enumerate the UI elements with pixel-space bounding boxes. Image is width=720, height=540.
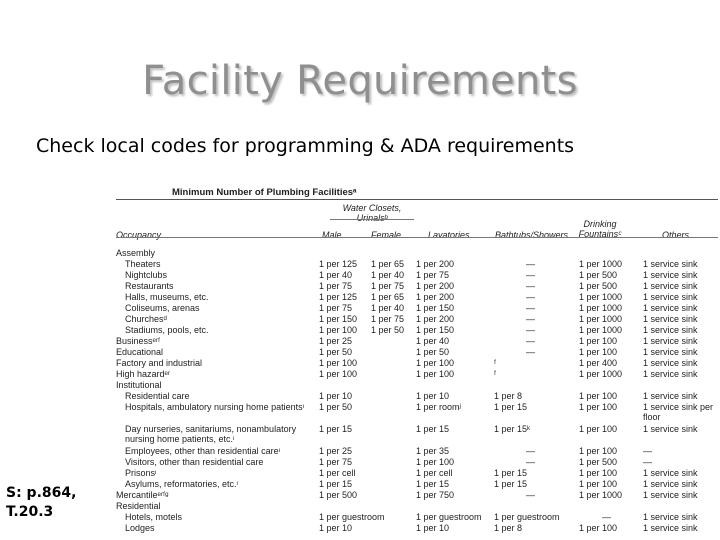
cell-bath: —	[526, 259, 535, 269]
cell-occupancy: Residential	[116, 501, 161, 511]
header-water-closets: Water Closets, Urinalsᵇ	[342, 203, 402, 223]
cell-occupancy: Lodges	[125, 523, 155, 533]
cell-drink: 1 per 500	[579, 281, 618, 291]
cell-male: 1 per 75	[319, 281, 353, 291]
header-occupancy: Occupancy	[116, 230, 162, 240]
cell-drink: 1 per 1000	[579, 303, 623, 313]
cell-others: 1 service sink	[643, 391, 698, 401]
cell-bath: —	[526, 446, 535, 456]
cell-male: 1 per 25	[319, 446, 353, 456]
cell-lav: 1 per 15	[416, 479, 450, 489]
cell-occupancy: Halls, museums, etc.	[125, 292, 209, 302]
cell-others: 1 service sink	[643, 314, 698, 324]
cell-lav: 1 per cell	[416, 468, 453, 478]
cell-lav: 1 per 750	[416, 490, 455, 500]
cell-drink: 1 per 100	[579, 347, 618, 357]
cell-male: 1 per 40	[319, 270, 353, 280]
cell-drink: 1 per 500	[579, 270, 618, 280]
cell-bath: —	[526, 490, 535, 500]
cell-others: 1 service sink	[643, 358, 698, 368]
cell-male: 1 per 100	[319, 369, 358, 379]
header-bottom-rule	[116, 237, 718, 238]
cell-male: 1 per 150	[319, 314, 358, 324]
cell-lav: 1 per guestroom	[416, 512, 482, 522]
cell-others: 1 service sink	[643, 424, 698, 434]
slide-subtitle: Check local codes for programming & ADA requirements	[36, 135, 575, 157]
cell-others: 1 service sink	[643, 270, 698, 280]
cell-female: 1 per 75	[371, 281, 405, 291]
cell-drink: 1 per 400	[579, 358, 618, 368]
cell-drink: 1 per 1000	[579, 325, 623, 335]
cell-others: 1 service sink	[643, 325, 698, 335]
cell-male: 1 per 50	[319, 347, 353, 357]
cell-bath: 1 per 15	[494, 468, 528, 478]
cell-occupancy: Hotels, motels	[125, 512, 183, 522]
cell-male: 1 per 125	[319, 259, 358, 269]
cell-bath: —	[526, 347, 535, 357]
cell-bath: 1 per 15	[494, 479, 528, 489]
cell-drink: 1 per 100	[579, 391, 618, 401]
table-row	[112, 259, 720, 270]
cell-drink: 1 per 1000	[579, 292, 623, 302]
cell-occupancy: Educational	[116, 347, 164, 357]
cell-lav: 1 per 200	[416, 314, 455, 324]
cell-lav: 1 per 35	[416, 446, 450, 456]
table-row	[112, 347, 720, 358]
cell-others: —	[643, 457, 652, 467]
cell-lav: 1 per 200	[416, 292, 455, 302]
table-top-rule	[116, 199, 718, 200]
header-male: Male	[322, 230, 342, 240]
cell-bath: 1 per 15	[494, 402, 528, 412]
cell-occupancy: Mercantileᵉʳᶠᵍ	[116, 490, 169, 500]
table-row	[112, 424, 720, 444]
cell-male: 1 per 100	[319, 358, 358, 368]
cell-bath: —	[526, 303, 535, 313]
cell-others: 1 service sink per floor	[643, 402, 714, 422]
cell-lav: 1 per 10	[416, 391, 450, 401]
table-row	[112, 479, 720, 490]
cell-occupancy: Nightclubs	[125, 270, 168, 280]
cell-drink: 1 per 100	[579, 479, 618, 489]
cell-bath: ᶠ	[494, 358, 497, 368]
cell-male: 1 per cell	[319, 468, 356, 478]
cell-occupancy: Stadiums, pools, etc.	[125, 325, 209, 335]
cell-others: 1 service sink	[643, 336, 698, 346]
cell-lav: 1 per 75	[416, 270, 450, 280]
cell-bath: —	[526, 292, 535, 302]
cell-drink: 1 per 100	[579, 446, 618, 456]
cell-female: 1 per 40	[371, 270, 405, 280]
cell-lav: 1 per 100	[416, 358, 455, 368]
cell-male: 1 per 15	[319, 479, 353, 489]
table-row	[112, 369, 720, 380]
cell-lav: 1 per 200	[416, 281, 455, 291]
cell-drink: 1 per 100	[579, 468, 618, 478]
cell-occupancy: Factory and industrial	[116, 358, 203, 368]
cell-others: 1 service sink	[643, 490, 698, 500]
cell-occupancy: Institutional	[116, 380, 162, 390]
header-subrule	[330, 219, 414, 220]
cell-male: 1 per 75	[319, 457, 353, 467]
table-row	[112, 391, 720, 402]
table-row	[112, 292, 720, 303]
cell-occupancy: Assembly	[116, 248, 156, 258]
table-row	[112, 457, 720, 468]
header-drinking-fountains: Drinking Fountainsᶜ	[578, 219, 622, 239]
cell-occupancy: High hazardᵉʳ	[116, 369, 171, 379]
cell-male: 1 per 15	[319, 424, 353, 434]
cell-male: 1 per 10	[319, 523, 353, 533]
source-line-2: T.20.3	[6, 504, 54, 520]
cell-occupancy: Asylums, reformatories, etc.ᶦ	[125, 479, 238, 489]
cell-male: 1 per guestroom	[319, 512, 385, 522]
cell-others: 1 service sink	[643, 347, 698, 357]
cell-female: 1 per 40	[371, 303, 405, 313]
cell-drink: 1 per 100	[579, 402, 618, 412]
table-title: Minimum Number of Plumbing Facilitiesᵃ	[172, 187, 357, 198]
cell-male: 1 per 500	[319, 490, 358, 500]
cell-drink: 1 per 1000	[579, 314, 623, 324]
header-female: Female	[371, 230, 402, 240]
cell-others: 1 service sink	[643, 479, 698, 489]
cell-drink: 1 per 500	[579, 457, 618, 467]
cell-occupancy: Employees, other than residential careᶦ	[125, 446, 280, 456]
cell-lav: 1 per 10	[416, 523, 450, 533]
plumbing-table-scan	[112, 182, 720, 540]
cell-drink: 1 per 1000	[579, 259, 623, 269]
table-row	[112, 303, 720, 314]
cell-others: —	[643, 446, 652, 456]
table-row	[112, 248, 720, 259]
cell-female: 1 per 75	[371, 314, 405, 324]
cell-female: 1 per 50	[371, 325, 405, 335]
cell-female: 1 per 65	[371, 292, 405, 302]
cell-bath: 1 per 8	[494, 523, 523, 533]
cell-lav: 1 per 50	[416, 347, 450, 357]
cell-drink: 1 per 100	[579, 523, 618, 533]
cell-occupancy: Prisonsᶦ	[125, 468, 157, 478]
cell-lav: 1 per 100	[416, 457, 455, 467]
cell-lav: 1 per 150	[416, 325, 455, 335]
table-row	[112, 281, 720, 292]
cell-bath: 1 per 8	[494, 391, 523, 401]
cell-drink: 1 per 1000	[579, 369, 623, 379]
slide-title: Facility Requirements	[142, 58, 578, 104]
cell-lav: 1 per 200	[416, 259, 455, 269]
cell-others: 1 service sink	[643, 281, 698, 291]
cell-occupancy: Coliseums, arenas	[125, 303, 200, 313]
cell-occupancy: Churchesᵈ	[125, 314, 167, 324]
cell-bath: 1 per guestroom	[494, 512, 560, 522]
cell-occupancy: Businessᵉʳᶠ	[116, 336, 161, 346]
cell-bath: —	[526, 281, 535, 291]
cell-occupancy: Residential care	[125, 391, 190, 401]
cell-occupancy: Restaurants	[125, 281, 174, 291]
cell-male: 1 per 100	[319, 325, 358, 335]
cell-drink: —	[602, 512, 611, 522]
table-row	[112, 380, 720, 391]
header-bathtubs-showers: Bathtubs/Showers	[495, 230, 569, 240]
cell-drink: 1 per 100	[579, 336, 618, 346]
cell-bath: ᶠ	[494, 369, 497, 379]
cell-others: 1 service sink	[643, 259, 698, 269]
table-row	[112, 501, 720, 512]
cell-female: 1 per 65	[371, 259, 405, 269]
cell-male: 1 per 125	[319, 292, 358, 302]
cell-lav: 1 per roomʲ	[416, 402, 461, 412]
cell-occupancy: Hospitals, ambulatory nursing home patientsᶦ	[125, 402, 305, 412]
table-row	[112, 490, 720, 501]
cell-male: 1 per 10	[319, 391, 353, 401]
cell-others: 1 service sink	[643, 523, 698, 533]
cell-bath: —	[526, 314, 535, 324]
cell-lav: 1 per 15	[416, 424, 450, 434]
header-lavatories: Lavatories	[428, 230, 470, 240]
cell-bath: —	[526, 336, 535, 346]
table-row	[112, 446, 720, 457]
cell-occupancy: Theaters	[125, 259, 161, 269]
cell-bath: 1 per 15ᵏ	[494, 424, 531, 434]
cell-others: 1 service sink	[643, 369, 698, 379]
table-row	[112, 358, 720, 369]
cell-lav: 1 per 100	[416, 369, 455, 379]
cell-lav: 1 per 150	[416, 303, 455, 313]
table-row	[112, 402, 720, 422]
table-row	[112, 523, 720, 534]
cell-others: 1 service sink	[643, 512, 698, 522]
cell-male: 1 per 25	[319, 336, 353, 346]
cell-occupancy: Day nurseries, sanitariums, nonambulatory nursing home patients, etc.ᶦ	[125, 424, 297, 444]
source-line-1: S: p.864,	[6, 485, 77, 501]
cell-bath: —	[526, 325, 535, 335]
table-row	[112, 336, 720, 347]
source-citation	[6, 484, 76, 522]
cell-others: 1 service sink	[643, 468, 698, 478]
table-row	[112, 314, 720, 325]
header-others: Others	[662, 230, 690, 240]
cell-lav: 1 per 40	[416, 336, 450, 346]
cell-occupancy: Visitors, other than residential care	[125, 457, 264, 467]
cell-drink: 1 per 100	[579, 424, 618, 434]
table-row	[112, 468, 720, 479]
table-row	[112, 325, 720, 336]
cell-bath: —	[526, 270, 535, 280]
cell-others: 1 service sink	[643, 292, 698, 302]
cell-male: 1 per 50	[319, 402, 353, 412]
cell-others: 1 service sink	[643, 303, 698, 313]
cell-male: 1 per 75	[319, 303, 353, 313]
table-row	[112, 270, 720, 281]
cell-bath: —	[526, 457, 535, 467]
cell-drink: 1 per 1000	[579, 490, 623, 500]
table-row	[112, 512, 720, 523]
